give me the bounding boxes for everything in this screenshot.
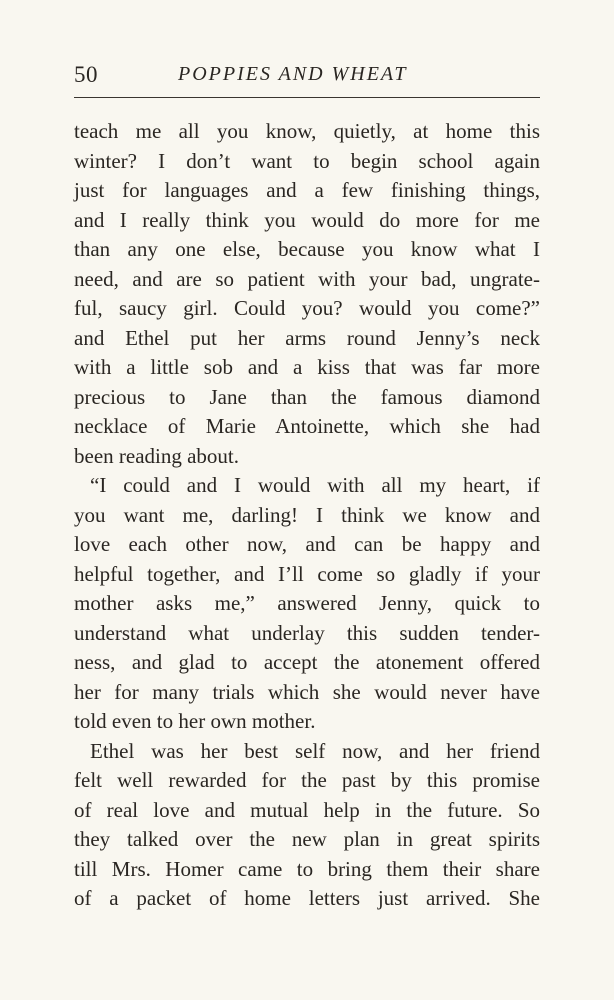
text-line: necklace of Marie Antoinette, which she had xyxy=(74,414,540,438)
text-line: been reading about. xyxy=(74,443,240,468)
text-line: need, and are so patient with your bad, ungrate- xyxy=(74,266,540,291)
text-line: love each other now, and can be happy and xyxy=(74,532,540,556)
text-line: ness, and glad to accept the atonement offered xyxy=(74,650,540,674)
text-line: of real love and mutual help in the future. So xyxy=(74,797,540,822)
text-line: winter? I don’t want to begin school again xyxy=(74,148,540,173)
body-text xyxy=(74,117,540,914)
text-line: felt well rewarded for the past by this promise xyxy=(74,768,540,792)
text-line: Ethel was her best self now, and her friend xyxy=(90,738,540,763)
text-line: they talked over the new plan in great spirits xyxy=(74,827,540,851)
text-line: told even to her own mother. xyxy=(74,709,316,733)
text-line: “I could and I would with all my heart, if xyxy=(90,473,540,497)
running-head xyxy=(74,62,540,92)
text-line: helpful together, and I’ll come so gladly if your xyxy=(74,561,540,586)
text-line: till Mrs. Homer came to bring them their share xyxy=(74,856,540,881)
text-line: teach me all you know, quietly, at home this xyxy=(74,119,540,143)
text-line: understand what underlay this sudden tender- xyxy=(74,620,540,645)
text-line: just for languages and a few finishing things, xyxy=(74,178,540,202)
header-rule xyxy=(74,97,540,98)
text-line: of a packet of home letters just arrived. She xyxy=(74,886,540,910)
text-line: precious to Jane than the famous diamond xyxy=(74,384,540,409)
text-line: and Ethel put her arms round Jenny’s neck xyxy=(74,325,540,350)
text-line: with a little sob and a kiss that was far more xyxy=(74,355,540,379)
text-line: you want me, darling! I think we know and xyxy=(74,502,540,527)
text-line: her for many trials which she would never have xyxy=(74,679,540,704)
text-line: and I really think you would do more for me xyxy=(74,207,540,232)
running-title: POPPIES AND WHEAT xyxy=(178,63,408,85)
page-number: 50 xyxy=(74,62,98,87)
text-line: mother asks me,” answered Jenny, quick to xyxy=(74,591,540,615)
text-line: ful, saucy girl. Could you? would you come?” xyxy=(74,296,540,320)
text-line: than any one else, because you know what I xyxy=(74,237,540,261)
